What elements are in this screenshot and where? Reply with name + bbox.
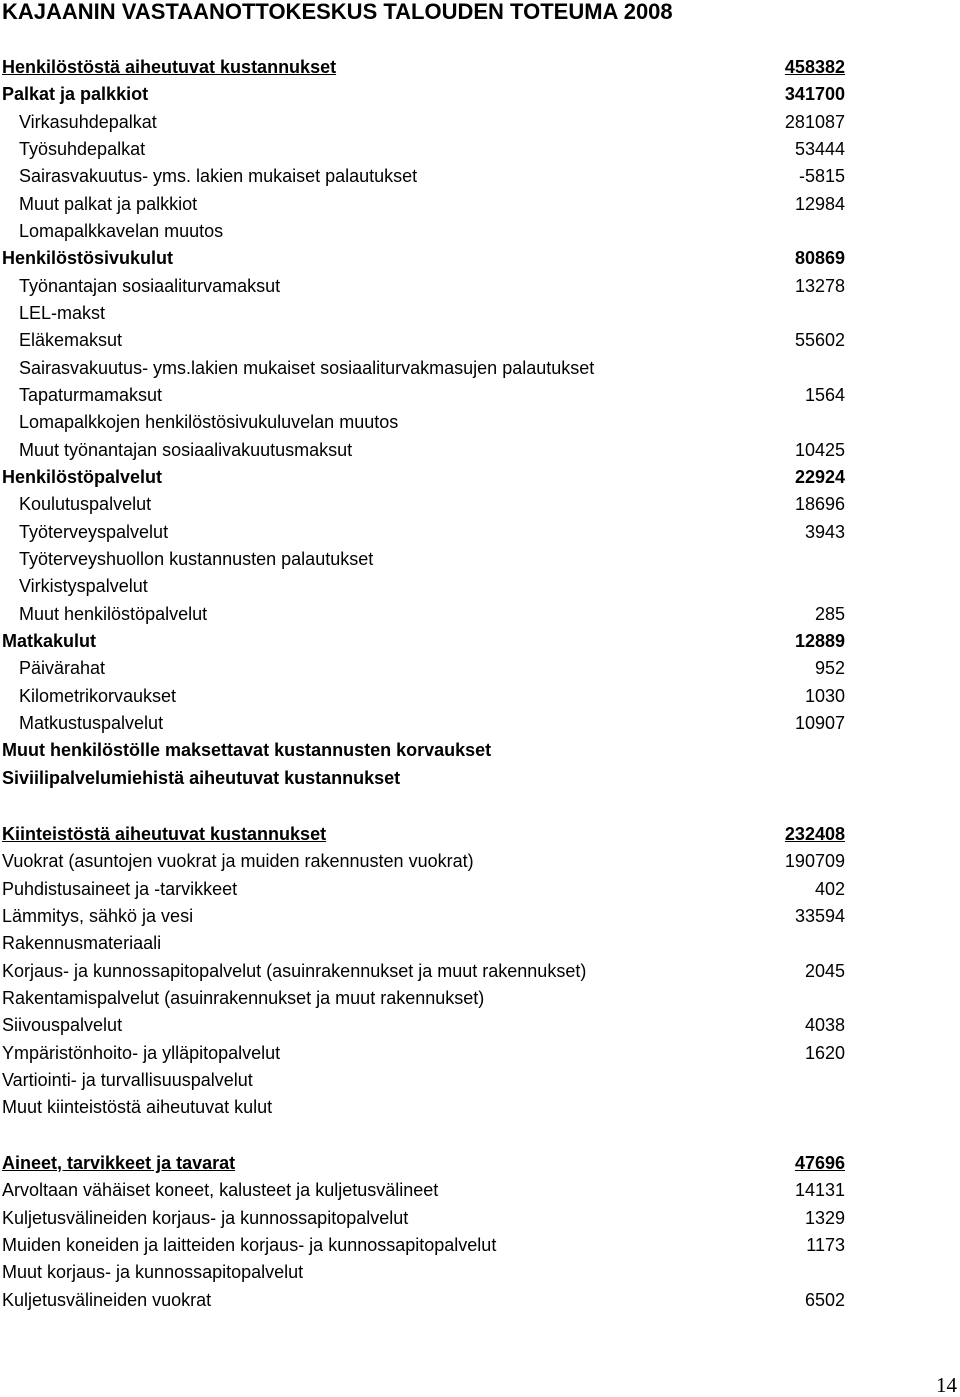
row-label: Henkilöstöpalvelut: [2, 466, 163, 487]
row-value: 12889: [794, 630, 845, 651]
row-value: 1329: [804, 1207, 845, 1228]
row-label: Työterveyspalvelut: [19, 521, 169, 542]
table-row: [0, 655, 960, 682]
row-value: 402: [814, 878, 845, 899]
row-value: 458382: [784, 57, 845, 77]
table-row: [0, 1094, 960, 1121]
table-row: [0, 191, 960, 218]
table-row: [0, 848, 960, 875]
row-label: Ympäristönhoito- ja ylläpitopalvelut: [2, 1042, 281, 1063]
row-label: Muut kiinteistöstä aiheutuvat kulut: [2, 1097, 273, 1118]
table-row: [0, 409, 960, 436]
row-label: Lomapalkkojen henkilöstösivukuluvelan muutos: [19, 412, 399, 433]
table-row: [0, 573, 960, 600]
row-label: Työsuhdepalkat: [19, 138, 146, 159]
row-label: Eläkemaksut: [19, 330, 123, 351]
row-label: Muiden koneiden ja laitteiden korjaus- ja kunnossapitopalvelut: [2, 1234, 497, 1255]
table-row: [0, 300, 960, 327]
row-label: Koulutuspalvelut: [19, 494, 152, 515]
row-value: 2045: [804, 960, 845, 981]
row-label: Matkakulut: [2, 630, 97, 651]
row-value: 1620: [804, 1042, 845, 1063]
row-label: Sairasvakuutus- yms.lakien mukaiset sosiaaliturvakmasujen palautukset: [19, 357, 595, 378]
row-label: Lomapalkkavelan muutos: [19, 220, 224, 241]
table-row: [0, 1232, 960, 1259]
table-row: [0, 1259, 960, 1286]
row-label: Päivärahat: [19, 658, 106, 679]
table-row: [0, 1040, 960, 1067]
row-value: 232408: [784, 824, 845, 844]
row-label: Kiinteistöstä aiheutuvat kustannukset: [2, 824, 327, 844]
table-row: [0, 437, 960, 464]
table-row: [0, 903, 960, 930]
row-value: 22924: [794, 466, 845, 487]
row-value: 1173: [806, 1234, 845, 1255]
row-value: 10425: [794, 439, 845, 460]
row-value: 53444: [794, 138, 845, 159]
row-value: 3943: [804, 521, 845, 542]
row-label: Korjaus- ja kunnossapitopalvelut (asuinrakennukset ja muut rakennukset): [2, 960, 587, 981]
table-row: [0, 136, 960, 163]
row-value: 341700: [784, 84, 845, 105]
row-value: 47696: [794, 1153, 845, 1173]
table-row: [0, 1205, 960, 1232]
table-row: [0, 491, 960, 518]
row-label: Sairasvakuutus- yms. lakien mukaiset palautukset: [19, 166, 418, 187]
row-label: Aineet, tarvikkeet ja tavarat: [2, 1153, 236, 1173]
row-label: Vartiointi- ja turvallisuuspalvelut: [2, 1069, 253, 1090]
property-costs-section: [0, 821, 960, 1122]
row-value: 18696: [794, 494, 845, 515]
table-row: [0, 985, 960, 1012]
row-label: Muut henkilöstöpalvelut: [19, 603, 208, 624]
personnel-costs-section: [0, 54, 960, 792]
row-label: Arvoltaan vähäiset koneet, kalusteet ja kuljetusvälineet: [2, 1180, 439, 1201]
row-label: Kuljetusvälineiden vuokrat: [2, 1289, 212, 1310]
table-row: [0, 683, 960, 710]
row-value: 6502: [804, 1289, 845, 1310]
row-label: Muut työnantajan sosiaalivakuutusmaksut: [19, 439, 353, 460]
row-label: Rakentamispalvelut (asuinrakennukset ja muut rakennukset): [2, 987, 485, 1008]
materials-section: [0, 1150, 960, 1314]
row-label: Henkilöstöstä aiheutuvat kustannukset: [2, 57, 337, 77]
row-value: 55602: [794, 330, 845, 351]
row-value: 33594: [794, 905, 845, 926]
table-row: [0, 273, 960, 300]
row-value: 952: [814, 658, 845, 679]
row-label: Virkistyspalvelut: [19, 576, 148, 597]
row-value: 12984: [794, 193, 845, 214]
row-value: 4038: [804, 1015, 845, 1036]
row-value: 190709: [784, 851, 845, 872]
row-value: 1564: [804, 384, 845, 405]
row-label: Lämmitys, sähkö ja vesi: [2, 905, 194, 926]
row-label: Puhdistusaineet ja -tarvikkeet: [2, 878, 238, 899]
table-row: [0, 958, 960, 985]
row-label: Työterveyshuollon kustannusten palautukset: [19, 548, 374, 569]
table-row: [0, 464, 960, 491]
table-row: [0, 737, 960, 764]
row-label: Palkat ja palkkiot: [2, 84, 149, 105]
row-label: Muut korjaus- ja kunnossapitopalvelut: [2, 1262, 304, 1283]
row-value: 1030: [804, 685, 845, 706]
row-label: Rakennusmateriaali: [2, 933, 162, 954]
row-label: Henkilöstösivukulut: [2, 248, 174, 269]
row-label: Kilometrikorvaukset: [19, 685, 177, 706]
page-title: KAJAANIN VASTAANOTTOKESKUS TALOUDEN TOTEUMA 2008: [2, 0, 673, 24]
row-label: LEL-makst: [19, 302, 106, 323]
table-row: [0, 245, 960, 272]
table-row: [0, 546, 960, 573]
row-value: 13278: [794, 275, 845, 296]
row-value: 14131: [794, 1180, 845, 1201]
table-row: [0, 54, 960, 81]
table-row: [0, 382, 960, 409]
table-row: [0, 327, 960, 354]
table-row: [0, 1177, 960, 1204]
table-row: [0, 109, 960, 136]
row-value: 80869: [794, 248, 845, 269]
table-row: [0, 930, 960, 957]
row-label: Matkustuspalvelut: [19, 712, 164, 733]
row-value: -5815: [798, 166, 845, 187]
row-label: Siviilipalvelumiehistä aiheutuvat kustannukset: [2, 767, 401, 788]
table-row: [0, 765, 960, 792]
row-label: Siivouspalvelut: [2, 1015, 123, 1036]
row-value: 10907: [794, 712, 845, 733]
table-row: [0, 821, 960, 848]
table-row: [0, 1067, 960, 1094]
row-label: Kuljetusvälineiden korjaus- ja kunnossapitopalvelut: [2, 1207, 409, 1228]
table-row: [0, 218, 960, 245]
row-label: Virkasuhdepalkat: [19, 111, 157, 132]
table-row: [0, 81, 960, 108]
table-row: [0, 628, 960, 655]
row-label: Tapaturmamaksut: [19, 384, 163, 405]
table-row: [0, 876, 960, 903]
table-row: [0, 519, 960, 546]
page-number: 14: [936, 1373, 957, 1397]
table-row: [0, 710, 960, 737]
table-row: [0, 1150, 960, 1177]
row-label: Muut palkat ja palkkiot: [19, 193, 198, 214]
row-label: Muut henkilöstölle maksettavat kustannusten korvaukset: [2, 740, 492, 761]
row-value: 281087: [784, 111, 845, 132]
row-label: Vuokrat (asuntojen vuokrat ja muiden rakennusten vuokrat): [2, 851, 474, 872]
table-row: [0, 1287, 960, 1314]
row-label: Työnantajan sosiaaliturvamaksut: [19, 275, 281, 296]
row-value: 285: [814, 603, 845, 624]
table-row: [0, 163, 960, 190]
table-row: [0, 355, 960, 382]
table-row: [0, 1012, 960, 1039]
table-row: [0, 601, 960, 628]
